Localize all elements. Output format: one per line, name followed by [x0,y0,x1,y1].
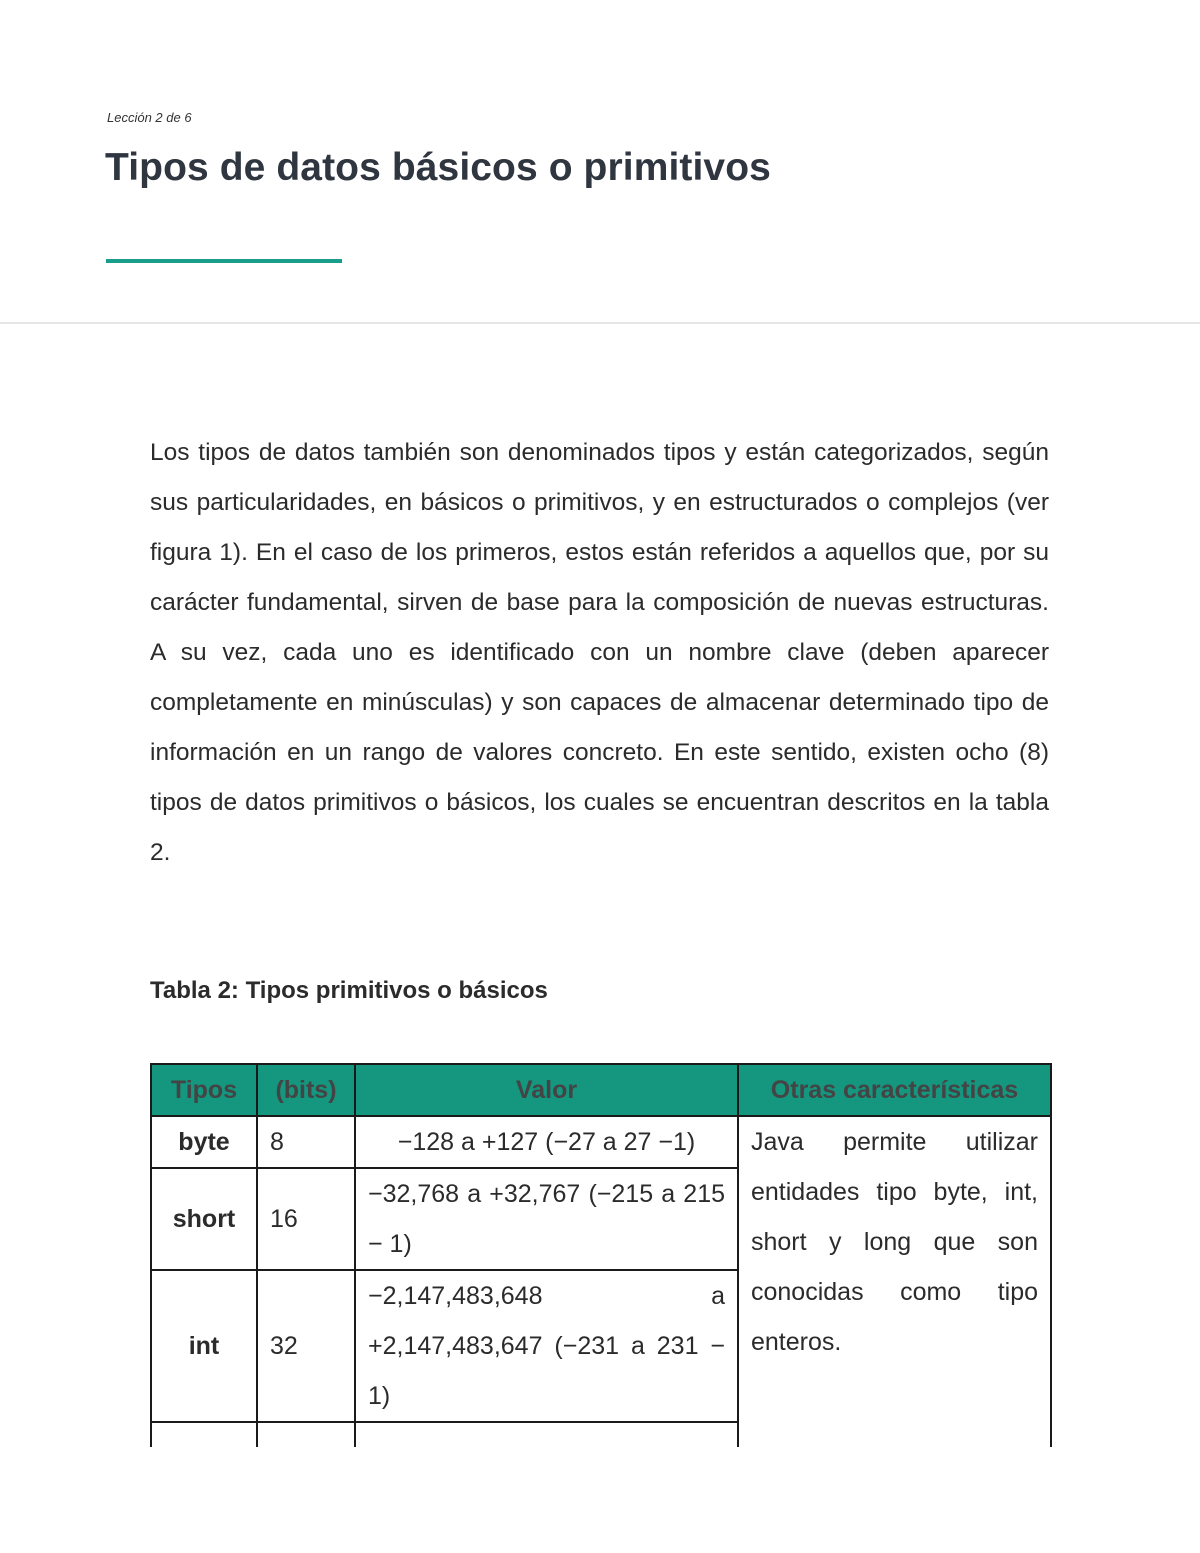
value-cell: −2,147,483,648 a +2,147,483,647 (−231 a 231 − 1) [355,1270,738,1422]
column-header-value: Valor [355,1064,738,1116]
bits-cell-empty [257,1422,355,1447]
type-name-cell: int [151,1270,257,1422]
column-header-types: Tipos [151,1064,257,1116]
type-name-cell-empty [151,1422,257,1447]
value-cell: −32,768 a +32,767 (−215 a 215 − 1) [355,1168,738,1270]
value-cell: −128 a +127 (−27 a 27 −1) [355,1116,738,1168]
type-name-cell: byte [151,1116,257,1168]
bits-cell: 32 [257,1270,355,1422]
lesson-progress-label: Lección 2 de 6 [107,110,192,125]
page-title: Tipos de datos básicos o primitivos [105,146,771,189]
value-cell-empty [355,1422,738,1447]
column-header-bits: (bits) [257,1064,355,1116]
title-accent-underline [106,259,342,263]
column-header-other-features: Otras características [738,1064,1051,1116]
notes-cell: Java permite utilizar entidades tipo byte, int, short y long que son conocidas como tipo enteros. [738,1116,1051,1447]
bits-cell: 16 [257,1168,355,1270]
table-header-row [151,1064,1051,1116]
table-caption: Tabla 2: Tipos primitivos o básicos [150,977,548,1004]
type-name-cell: short [151,1168,257,1270]
table-row [151,1116,1051,1168]
intro-paragraph: Los tipos de datos también son denominados tipos y están categorizados, según sus particularidades, en básicos o primitivos, y en estructurados o complejos (ver figura 1). En el caso de los primeros, estos están referidos a aquellos que, por su carácter fundamental, sirven de base para la composición de nuevas estructuras. A su vez, cada uno es identificado con un nombre clave (deben aparecer completamente en minúsculas) y son capaces de almacenar determinado tipo de información en un rango de valores concreto. En este sentido, existen ocho (8) tipos de datos primitivos o básicos, los cuales se encuentran descritos en la tabla 2. [150,439,1049,866]
page-bottom-margin [0,1447,1200,1553]
primitive-types-table [150,1063,1052,1447]
bits-cell: 8 [257,1116,355,1168]
header-divider [0,322,1200,324]
